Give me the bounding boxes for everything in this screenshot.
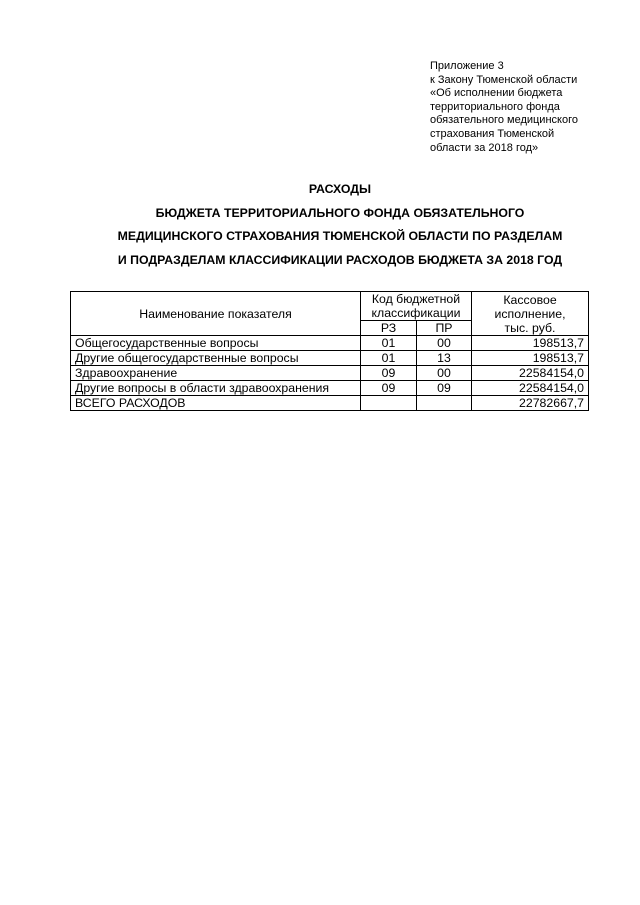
appendix-line: к Закону Тюменской области bbox=[430, 73, 578, 86]
row-name: Другие вопросы в области здравоохранения bbox=[71, 381, 361, 396]
header-amount-line: исполнение, bbox=[494, 306, 566, 321]
header-amount bbox=[472, 292, 589, 336]
row-rz: 01 bbox=[361, 336, 417, 351]
expenses-table bbox=[70, 291, 589, 411]
table-row bbox=[71, 366, 589, 381]
table-total-row bbox=[71, 396, 589, 411]
title-line: БЮДЖЕТА ТЕРРИТОРИАЛЬНОГО ФОНДА ОБЯЗАТЕЛЬНОГО bbox=[155, 205, 525, 220]
appendix-line: обязательного медицинского bbox=[430, 114, 578, 127]
table-header-row bbox=[71, 292, 589, 321]
row-amount: 198513,7 bbox=[472, 336, 589, 351]
appendix-line: территориального фонда bbox=[430, 100, 560, 113]
row-rz: 09 bbox=[361, 381, 417, 396]
appendix-line: области за 2018 год» bbox=[430, 141, 539, 154]
row-amount: 22584154,0 bbox=[472, 381, 589, 396]
title-line: МЕДИЦИНСКОГО СТРАХОВАНИЯ ТЮМЕНСКОЙ ОБЛАСТИ ПО РАЗДЕЛАМ bbox=[117, 229, 563, 244]
row-name: Другие общегосударственные вопросы bbox=[71, 351, 361, 366]
header-rz: РЗ bbox=[361, 321, 417, 336]
header-name: Наименование показателя bbox=[71, 292, 361, 336]
document-title bbox=[60, 178, 620, 272]
appendix-note bbox=[430, 60, 630, 155]
row-pr: 00 bbox=[417, 366, 472, 381]
title-line: РАСХОДЫ bbox=[308, 182, 372, 196]
row-pr: 09 bbox=[417, 381, 472, 396]
row-pr: 13 bbox=[417, 351, 472, 366]
table-row bbox=[71, 351, 589, 366]
row-pr bbox=[417, 396, 472, 411]
row-rz: 01 bbox=[361, 351, 417, 366]
appendix-line: Приложение 3 bbox=[430, 60, 504, 72]
title-line: И ПОДРАЗДЕЛАМ КЛАССИФИКАЦИИ РАСХОДОВ БЮДЖЕТА ЗА 2018 ГОД bbox=[117, 252, 563, 267]
appendix-line: страхования Тюменской bbox=[430, 127, 555, 140]
row-amount: 198513,7 bbox=[472, 351, 589, 366]
header-pr: ПР bbox=[417, 321, 472, 336]
row-rz: 09 bbox=[361, 366, 417, 381]
header-amount-line: тыс. руб. bbox=[504, 320, 556, 335]
header-code bbox=[361, 292, 472, 321]
row-amount: 22584154,0 bbox=[472, 366, 589, 381]
header-code-line: классификации bbox=[371, 306, 461, 320]
table-row bbox=[71, 336, 589, 351]
row-amount: 22782667,7 bbox=[472, 396, 589, 411]
header-amount-line: Кассовое bbox=[503, 292, 557, 307]
row-pr: 00 bbox=[417, 336, 472, 351]
row-rz bbox=[361, 396, 417, 411]
header-code-line: Код бюджетной bbox=[371, 292, 461, 306]
row-name: Общегосударственные вопросы bbox=[71, 336, 361, 351]
row-name: ВСЕГО РАСХОДОВ bbox=[71, 396, 361, 411]
row-name: Здравоохранение bbox=[71, 366, 361, 381]
appendix-line: «Об исполнении бюджета bbox=[430, 87, 563, 100]
table-row bbox=[71, 381, 589, 396]
